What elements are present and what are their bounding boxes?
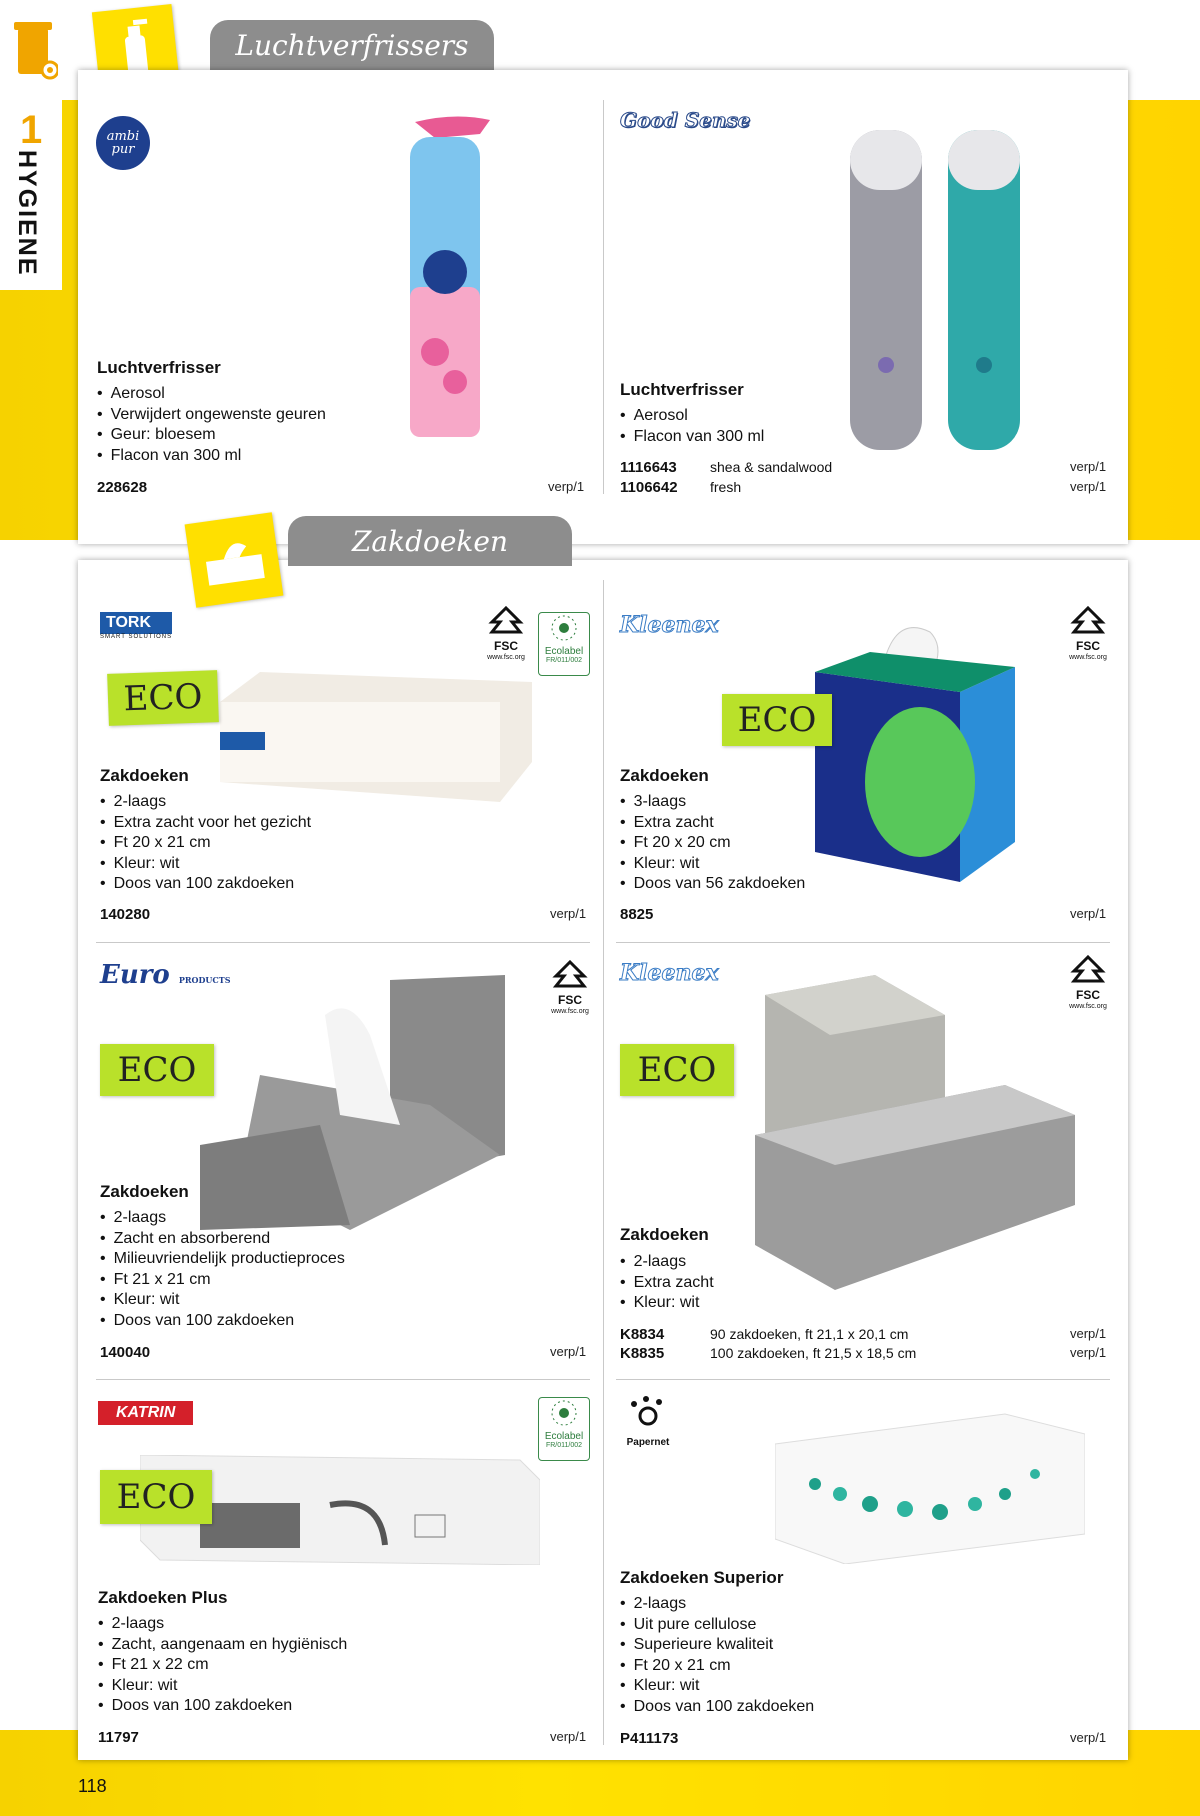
variant-description: fresh bbox=[710, 479, 742, 495]
fsc-label bbox=[544, 960, 596, 1018]
product-title: Zakdoeken bbox=[620, 1225, 709, 1244]
papernet-wordmark: Papernet bbox=[626, 1437, 670, 1448]
row-divider bbox=[616, 942, 1110, 943]
product-code: 11797 bbox=[98, 1729, 139, 1746]
feature-item: • Ft 20 x 21 cm bbox=[620, 1656, 814, 1677]
feature-item: • Extra zacht voor het gezicht bbox=[100, 813, 311, 834]
feature-item: • Kleur: wit bbox=[620, 1293, 714, 1314]
packaging-unit: verp/1 bbox=[1070, 906, 1107, 921]
feature-item: • Doos van 100 zakdoeken bbox=[100, 1311, 345, 1332]
chapter-label: HYGIENE bbox=[13, 150, 41, 277]
packaging-unit: verp/1 bbox=[548, 479, 585, 494]
ecolabel-badge bbox=[538, 612, 590, 676]
papernet-spiral-icon bbox=[628, 1396, 668, 1432]
variant-description: 90 zakdoeken, ft 21,1 x 20,1 cm bbox=[710, 1326, 909, 1342]
eco-sticker: ECO bbox=[620, 1044, 734, 1096]
katrin-logo: KATRIN bbox=[98, 1401, 193, 1425]
feature-item: • Aerosol bbox=[97, 384, 326, 405]
feature-item: • Milieuvriendelijk productieproces bbox=[100, 1249, 345, 1270]
fsc-url: www.fsc.org bbox=[487, 654, 525, 661]
section-tab-tissues: Zakdoeken bbox=[288, 516, 572, 566]
ambipur-spray-bottle-image bbox=[395, 112, 495, 457]
fsc-text: FSC bbox=[1076, 639, 1100, 653]
tork-logo bbox=[100, 612, 172, 640]
product-code: 140280 bbox=[100, 906, 151, 923]
eco-sticker: ECO bbox=[722, 694, 832, 746]
feature-item: • Ft 21 x 21 cm bbox=[100, 1270, 345, 1291]
euro-tissue-boxes-image bbox=[200, 975, 505, 1230]
feature-item: • Zacht en absorberend bbox=[100, 1229, 345, 1250]
packaging-unit: verp/1 bbox=[1070, 479, 1107, 494]
page-number: 118 bbox=[78, 1776, 107, 1796]
ecolabel-text: Ecolabel bbox=[544, 1431, 584, 1442]
packaging-unit: verp/1 bbox=[1070, 1730, 1107, 1745]
variant-code: K8834 bbox=[620, 1326, 665, 1343]
variant-code: 1116643 bbox=[620, 459, 677, 476]
product-code: 140040 bbox=[100, 1344, 151, 1361]
papernet-logo bbox=[618, 1396, 678, 1448]
feature-item: • Doos van 100 zakdoeken bbox=[100, 874, 311, 895]
row-divider bbox=[616, 1379, 1110, 1380]
feature-item: • Kleur: wit bbox=[100, 854, 311, 875]
product-features bbox=[620, 1252, 714, 1314]
ecolabel-code: FR/011/002 bbox=[545, 657, 583, 664]
feature-item: • Superieure kwaliteit bbox=[620, 1635, 814, 1656]
product-features bbox=[620, 406, 764, 447]
kleenex-logo: Kleenex bbox=[620, 612, 719, 638]
feature-item: • Extra zacht bbox=[620, 813, 805, 834]
fsc-text: FSC bbox=[558, 993, 582, 1007]
feature-item: • Ft 21 x 22 cm bbox=[98, 1655, 347, 1676]
fsc-label bbox=[1062, 606, 1114, 664]
kleenex-logo: Kleenex bbox=[620, 960, 719, 986]
kleenex-cube-box-image bbox=[810, 612, 1020, 892]
column-divider bbox=[603, 100, 604, 494]
tork-wordmark: TORK bbox=[100, 612, 172, 634]
row-divider bbox=[96, 1379, 590, 1380]
feature-item: • Kleur: wit bbox=[620, 854, 805, 875]
feature-item: • Ft 20 x 20 cm bbox=[620, 833, 805, 854]
fsc-url: www.fsc.org bbox=[1069, 1003, 1107, 1010]
feature-item: • Kleur: wit bbox=[100, 1290, 345, 1311]
feature-item: • 2-laags bbox=[100, 1208, 345, 1229]
variant-description: shea & sandalwood bbox=[710, 459, 833, 475]
product-title: Luchtverfrisser bbox=[97, 358, 221, 377]
product-features bbox=[620, 1594, 814, 1717]
variant-description: 100 zakdoeken, ft 21,5 x 18,5 cm bbox=[710, 1345, 917, 1361]
fsc-tree-icon bbox=[486, 606, 526, 638]
packaging-unit: verp/1 bbox=[1070, 1345, 1107, 1360]
feature-item: • Flacon van 300 ml bbox=[97, 446, 326, 467]
feature-item: • Geur: bloesem bbox=[97, 425, 326, 446]
feature-item: • Zacht, aangenaam en hygiënisch bbox=[98, 1635, 347, 1656]
product-title: Zakdoeken bbox=[100, 1182, 189, 1201]
eco-sticker: ECO bbox=[100, 1470, 212, 1524]
product-features bbox=[100, 792, 311, 895]
feature-item: • 2-laags bbox=[620, 1594, 814, 1615]
fsc-tree-icon bbox=[550, 960, 590, 992]
product-title: Zakdoeken bbox=[620, 766, 709, 785]
feature-item: • Doos van 100 zakdoeken bbox=[620, 1697, 814, 1718]
product-code: 8825 bbox=[620, 906, 654, 923]
feature-item: • Aerosol bbox=[620, 406, 764, 427]
product-code: 228628 bbox=[97, 479, 148, 496]
tissue-box-icon bbox=[185, 512, 284, 607]
feature-item: • 2-laags bbox=[100, 792, 311, 813]
product-features bbox=[97, 384, 326, 466]
column-divider bbox=[603, 580, 604, 1745]
packaging-unit: verp/1 bbox=[1070, 459, 1107, 474]
feature-item: • Uit pure cellulose bbox=[620, 1615, 814, 1636]
product-title: Luchtverfrisser bbox=[620, 380, 744, 399]
eu-flower-icon bbox=[549, 1398, 579, 1428]
row-divider bbox=[96, 942, 590, 943]
fsc-url: www.fsc.org bbox=[551, 1008, 589, 1015]
ecolabel-badge bbox=[538, 1397, 590, 1461]
tork-tissue-box-image bbox=[210, 672, 540, 812]
fsc-text: FSC bbox=[494, 639, 518, 653]
papernet-tissue-box-image bbox=[775, 1404, 1085, 1564]
feature-item: • 2-laags bbox=[98, 1614, 347, 1635]
waste-bin-icon bbox=[14, 18, 58, 80]
feature-item: • 3-laags bbox=[620, 792, 805, 813]
feature-item: • Flacon van 300 ml bbox=[620, 427, 764, 448]
packaging-unit: verp/1 bbox=[550, 1729, 587, 1744]
euro-wordmark: Euro bbox=[100, 960, 170, 990]
eco-sticker: ECO bbox=[107, 670, 219, 726]
chapter-number: 1 bbox=[20, 108, 43, 152]
product-title: Zakdoeken Superior bbox=[620, 1568, 784, 1587]
product-features bbox=[620, 792, 805, 895]
feature-item: • Ft 20 x 21 cm bbox=[100, 833, 311, 854]
kleenex-grey-boxes-image bbox=[755, 975, 1075, 1295]
feature-item: • Extra zacht bbox=[620, 1273, 714, 1294]
feature-item: • Doos van 100 zakdoeken bbox=[98, 1696, 347, 1717]
product-features bbox=[98, 1614, 347, 1717]
product-features bbox=[100, 1208, 345, 1331]
fsc-label bbox=[480, 606, 532, 664]
packaging-unit: verp/1 bbox=[1070, 1326, 1107, 1341]
ecolabel-code: FR/011/002 bbox=[545, 1442, 583, 1449]
tissues-category-tag bbox=[185, 512, 284, 607]
feature-item: • Doos van 56 zakdoeken bbox=[620, 874, 805, 895]
fsc-text: FSC bbox=[1076, 988, 1100, 1002]
variant-code: K8835 bbox=[620, 1345, 665, 1362]
eu-flower-icon bbox=[549, 613, 579, 643]
product-title: Zakdoeken Plus bbox=[98, 1588, 228, 1607]
feature-item: • Verwijdert ongewenste geuren bbox=[97, 405, 326, 426]
tork-tagline: SMART SOLUTIONS bbox=[100, 634, 173, 640]
eco-sticker: ECO bbox=[100, 1044, 214, 1096]
euro-tagline: PRODUCTS bbox=[178, 975, 231, 985]
goodsense-logo: Good Sense bbox=[620, 108, 751, 132]
feature-item: • Kleur: wit bbox=[620, 1676, 814, 1697]
ambipur-logo: ambi pur bbox=[96, 116, 150, 170]
fsc-tree-icon bbox=[1068, 606, 1108, 638]
packaging-unit: verp/1 bbox=[550, 906, 587, 921]
variant-code: 1106642 bbox=[620, 479, 678, 496]
feature-item: • Kleur: wit bbox=[98, 1676, 347, 1697]
section-tab-air-fresheners: Luchtverfrissers bbox=[210, 20, 494, 70]
product-code: P411173 bbox=[620, 1730, 679, 1747]
ecolabel-text: Ecolabel bbox=[544, 646, 584, 657]
feature-item: • 2-laags bbox=[620, 1252, 714, 1273]
product-title: Zakdoeken bbox=[100, 766, 189, 785]
goodsense-spray-cans-image bbox=[845, 120, 1025, 450]
packaging-unit: verp/1 bbox=[550, 1344, 587, 1359]
fsc-url: www.fsc.org bbox=[1069, 654, 1107, 661]
